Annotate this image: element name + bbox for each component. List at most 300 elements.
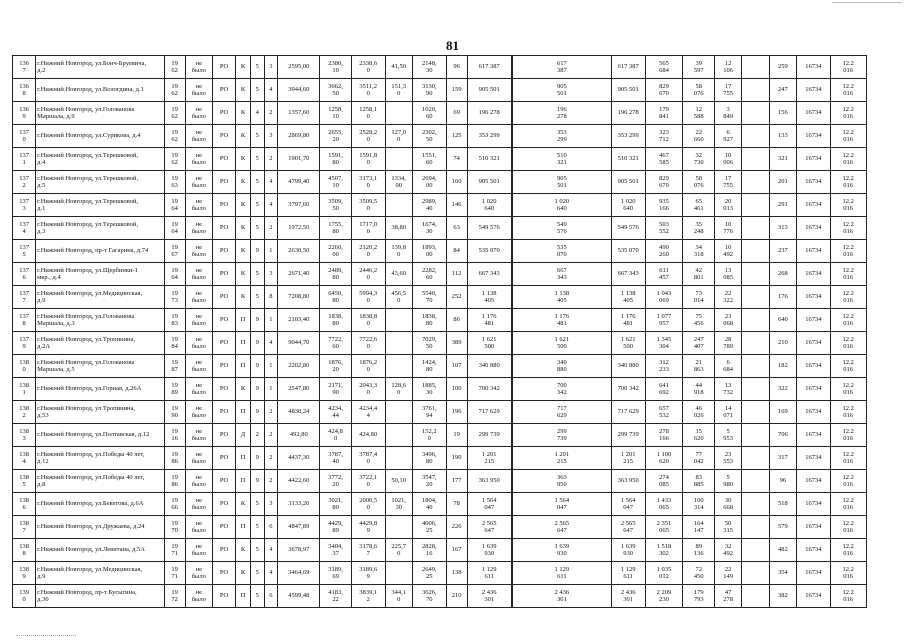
material-cell: К	[236, 171, 251, 194]
cost-cell: 1 138 405	[467, 286, 511, 309]
cost-6-cell	[742, 171, 769, 194]
entrances-cell: 3	[264, 56, 278, 79]
fund-cell: РО	[212, 102, 235, 125]
limit-cell: 16734	[797, 562, 831, 585]
cost-5-cell: 28 789	[714, 332, 741, 355]
address-cell: г.Нижний Новгород, ул.Горная, д.26А	[36, 378, 164, 401]
flag-cell: не было	[185, 102, 212, 125]
year-cell: 19 64	[164, 263, 185, 286]
cost-2-cell: 717 629	[611, 401, 645, 424]
residents-cell: 100	[446, 378, 467, 401]
cost-6-cell	[742, 286, 769, 309]
cost-6-cell	[742, 493, 769, 516]
residents-cell: 190	[446, 447, 467, 470]
year-cell: 19 62	[164, 56, 185, 79]
cost-cell: 353 299	[467, 125, 511, 148]
cost-3-cell: 490 260	[645, 240, 683, 263]
address-cell: г.Нижний Новгород, ул.Тропинина, д.2А	[36, 332, 164, 355]
total-area-cell: 492,80	[278, 424, 320, 447]
year-cell: 19 87	[164, 355, 185, 378]
cost-3-cell: 1 433 065	[645, 493, 683, 516]
year-cell: 19 67	[164, 240, 185, 263]
cost-6-cell	[742, 424, 769, 447]
cost-1-cell: 1 201 215	[512, 447, 611, 470]
area-a-cell: 3662, 50	[320, 79, 352, 102]
cost-6-cell	[742, 309, 769, 332]
limit-cell: 16734	[797, 171, 831, 194]
area-a-cell: 1876, 20	[320, 355, 352, 378]
year-cell: 19 62	[164, 125, 185, 148]
address-cell: г.Нижний Новгород, ул.Полтавская, д.12	[36, 424, 164, 447]
floors-cell: 5	[250, 585, 264, 608]
material-cell: П	[236, 447, 251, 470]
material-cell: П	[236, 332, 251, 355]
total-area-cell: 4599,48	[278, 585, 320, 608]
area-c-cell: 128,6 0	[385, 378, 412, 401]
cost-5-cell: 13 732	[714, 378, 741, 401]
deadline-cell: 12.2 016	[830, 171, 866, 194]
material-cell: К	[236, 79, 251, 102]
cost-5-cell: 10 006	[714, 148, 741, 171]
cost-3-cell: 278 166	[645, 424, 683, 447]
floors-cell: 5	[250, 539, 264, 562]
deadline-cell: 12.2 016	[830, 79, 866, 102]
total-area-cell: 4422,60	[278, 470, 320, 493]
address-cell: г.Нижний Новгород, ул.Сурикова, д.4	[36, 125, 164, 148]
unit-cost-cell: 313	[769, 217, 796, 240]
area-a-cell: 3772, 20	[320, 470, 352, 493]
area-d-cell: 2694, 00	[412, 171, 446, 194]
entrances-cell: 4	[264, 194, 278, 217]
cost-cell: 549 576	[467, 217, 511, 240]
floors-cell: 9	[250, 240, 264, 263]
cost-cell: 2 565 647	[467, 516, 511, 539]
cost-4-cell: 44 918	[683, 378, 715, 401]
cost-1-cell: 535 070	[512, 240, 611, 263]
fund-cell: РО	[212, 286, 235, 309]
area-c-cell: 127,0 0	[385, 125, 412, 148]
cost-2-cell: 617 387	[611, 56, 645, 79]
limit-cell: 16734	[797, 401, 831, 424]
residents-cell: 125	[446, 125, 467, 148]
address-cell: г.Нижний Новгород, ул.Терешковой, д.3	[36, 217, 164, 240]
row-number: 137 5	[13, 240, 36, 263]
year-cell: 19 62	[164, 102, 185, 125]
floors-cell: 9	[250, 470, 264, 493]
cost-1-cell: 549 576	[512, 217, 611, 240]
cost-1-cell: 700 342	[512, 378, 611, 401]
entrances-cell: 2	[264, 470, 278, 493]
table-row	[13, 516, 892, 539]
cost-6-cell	[742, 447, 769, 470]
year-cell: 19 16	[164, 424, 185, 447]
residents-cell: 74	[446, 148, 467, 171]
floors-cell: 5	[250, 562, 264, 585]
cost-3-cell: 829 670	[645, 171, 683, 194]
cost-2-cell: 340 880	[611, 355, 645, 378]
limit-cell: 16734	[797, 263, 831, 286]
cost-1-cell: 617 387	[512, 56, 611, 79]
fund-cell: РО	[212, 171, 235, 194]
fund-cell: РО	[212, 56, 235, 79]
cost-5-cell: 12 106	[714, 56, 741, 79]
limit-cell: 16734	[797, 194, 831, 217]
year-cell: 19 70	[164, 516, 185, 539]
address-cell: г.Нижний Новгород, ул.Терешковой, д.1	[36, 194, 164, 217]
material-cell: Д	[236, 424, 251, 447]
deadline-cell: 12.2 016	[830, 424, 866, 447]
cost-2-cell: 353 299	[611, 125, 645, 148]
entrances-cell: 4	[264, 171, 278, 194]
area-c-cell: 1021, 30	[385, 493, 412, 516]
cost-2-cell: 1 564 047	[611, 493, 645, 516]
total-area-cell: 1901,70	[278, 148, 320, 171]
area-c-cell: 151,3 0	[385, 79, 412, 102]
area-c-cell: 456,5 0	[385, 286, 412, 309]
unit-cost-cell: 133	[769, 125, 796, 148]
cost-2-cell: 1 201 215	[611, 447, 645, 470]
floors-cell: 5	[250, 56, 264, 79]
fund-cell: РО	[212, 539, 235, 562]
cost-cell: 905 501	[467, 171, 511, 194]
residents-cell: 210	[446, 585, 467, 608]
floors-cell: 5	[250, 148, 264, 171]
row-number: 138 5	[13, 470, 36, 493]
area-a-cell: 4234, 44	[320, 401, 352, 424]
table-row	[13, 102, 892, 125]
year-cell: 19 86	[164, 470, 185, 493]
housing-register-table	[12, 55, 892, 608]
cost-4-cell: 12 588	[683, 102, 715, 125]
limit-cell: 16734	[797, 355, 831, 378]
unit-cost-cell: 382	[769, 585, 796, 608]
cost-4-cell: 164 147	[683, 516, 715, 539]
fund-cell: РО	[212, 401, 235, 424]
area-a-cell: 2489, 80	[320, 263, 352, 286]
limit-cell: 16734	[797, 470, 831, 493]
address-cell: г.Нижний Новгород, ул.Дружаева, д.24	[36, 516, 164, 539]
cost-4-cell: 35 248	[683, 217, 715, 240]
floors-cell: 5	[250, 125, 264, 148]
area-b-cell: 1876,2 0	[351, 355, 385, 378]
area-a-cell: 3787, 40	[320, 447, 352, 470]
cost-5-cell: 13 085	[714, 263, 741, 286]
flag-cell: не было	[185, 332, 212, 355]
cost-2-cell: 2 565 647	[611, 516, 645, 539]
area-a-cell: 3189, 69	[320, 562, 352, 585]
entrances-cell: 4	[264, 79, 278, 102]
year-cell: 19 71	[164, 562, 185, 585]
area-b-cell: 1717,0 0	[351, 217, 385, 240]
cost-5-cell: 20 013	[714, 194, 741, 217]
unit-cost-cell: 354	[769, 562, 796, 585]
cost-1-cell: 905 501	[512, 171, 611, 194]
cost-3-cell: 565 684	[645, 56, 683, 79]
table-row	[13, 585, 892, 608]
area-d-cell: 2282, 60	[412, 263, 446, 286]
unit-cost-cell: 247	[769, 79, 796, 102]
fund-cell: РО	[212, 447, 235, 470]
area-b-cell: 2000,5 0	[351, 493, 385, 516]
cost-5-cell: 6 927	[714, 125, 741, 148]
row-number: 137 9	[13, 332, 36, 355]
cost-cell: 1 176 481	[467, 309, 511, 332]
year-cell: 19 64	[164, 194, 185, 217]
fund-cell: РО	[212, 148, 235, 171]
cost-5-cell: 5 980	[714, 470, 741, 493]
limit-cell: 16734	[797, 493, 831, 516]
cost-4-cell: 179 793	[683, 585, 715, 608]
year-cell: 19 84	[164, 332, 185, 355]
flag-cell: не было	[185, 585, 212, 608]
entrances-cell: 4	[264, 332, 278, 355]
cost-5-cell: 3 849	[714, 102, 741, 125]
area-a-cell: 4183, 22	[320, 585, 352, 608]
fund-cell: РО	[212, 585, 235, 608]
cost-2-cell: 700 342	[611, 378, 645, 401]
flag-cell: не было	[185, 240, 212, 263]
area-b-cell: 4429,8 9	[351, 516, 385, 539]
cost-4-cell: 46 026	[683, 401, 715, 424]
cost-4-cell: 42 801	[683, 263, 715, 286]
cost-5-cell: 6 684	[714, 355, 741, 378]
cost-5-cell: 22 322	[714, 286, 741, 309]
material-cell: К	[236, 125, 251, 148]
material-cell: К	[236, 194, 251, 217]
cost-4-cell: 100 314	[683, 493, 715, 516]
cost-cell: 667 343	[467, 263, 511, 286]
residents-cell: 196	[446, 401, 467, 424]
material-cell: К	[236, 56, 251, 79]
address-cell: г.Нижний Новгород, ул.Бекетова, д.6А	[36, 493, 164, 516]
limit-cell: 16734	[797, 309, 831, 332]
entrances-cell: 2	[264, 217, 278, 240]
area-d-cell: 3547, 20	[412, 470, 446, 493]
residents-cell: 69	[446, 102, 467, 125]
cost-5-cell: 50 315	[714, 516, 741, 539]
year-cell: 19 66	[164, 493, 185, 516]
cost-1-cell: 1 564 047	[512, 493, 611, 516]
table-row	[13, 378, 892, 401]
limit-cell: 16734	[797, 424, 831, 447]
year-cell: 19 83	[164, 309, 185, 332]
cost-5-cell: 10 776	[714, 217, 741, 240]
floors-cell: 5	[250, 79, 264, 102]
cost-2-cell: 1 639 930	[611, 539, 645, 562]
entrances-cell: 3	[264, 493, 278, 516]
floors-cell: 4	[250, 102, 264, 125]
row-number: 138 2	[13, 401, 36, 424]
deadline-cell: 12.2 016	[830, 332, 866, 355]
cost-1-cell: 1 621 500	[512, 332, 611, 355]
year-cell: 19 62	[164, 79, 185, 102]
area-a-cell: 1755, 80	[320, 217, 352, 240]
total-area-cell: 3944,60	[278, 79, 320, 102]
deadline-cell: 12.2 016	[830, 148, 866, 171]
entrances-cell: 1	[264, 240, 278, 263]
residents-cell: 107	[446, 355, 467, 378]
cost-cell: 1 564 047	[467, 493, 511, 516]
cost-3-cell: 1 077 957	[645, 309, 683, 332]
entrances-cell: 3	[264, 263, 278, 286]
fund-cell: РО	[212, 194, 235, 217]
deadline-cell: 12.2 016	[830, 240, 866, 263]
row-number: 138 1	[13, 378, 36, 401]
cost-6-cell	[742, 240, 769, 263]
area-a-cell: 4507, 10	[320, 171, 352, 194]
floors-cell: 5	[250, 516, 264, 539]
area-d-cell: 2828, 16	[412, 539, 446, 562]
flag-cell: не было	[185, 125, 212, 148]
cost-cell: 535 070	[467, 240, 511, 263]
deadline-cell: 12.2 016	[830, 263, 866, 286]
flag-cell: не было	[185, 470, 212, 493]
address-cell: г.Нижний Новгород, ул.Терешковой, д.4	[36, 148, 164, 171]
area-b-cell: 1591,8 0	[351, 148, 385, 171]
fund-cell: РО	[212, 493, 235, 516]
material-cell: К	[236, 493, 251, 516]
area-a-cell: 6450, 80	[320, 286, 352, 309]
deadline-cell: 12.2 016	[830, 286, 866, 309]
fund-cell: РО	[212, 309, 235, 332]
residents-cell: 389	[446, 332, 467, 355]
table-row	[13, 493, 892, 516]
row-number: 136 8	[13, 79, 36, 102]
row-number: 138 8	[13, 539, 36, 562]
deadline-cell: 12.2 016	[830, 539, 866, 562]
cost-2-cell: 667 343	[611, 263, 645, 286]
cost-2-cell: 299 739	[611, 424, 645, 447]
row-number: 137 1	[13, 148, 36, 171]
table-row	[13, 56, 892, 79]
cost-6-cell	[742, 125, 769, 148]
unit-cost-cell: 706	[769, 424, 796, 447]
flag-cell: не было	[185, 516, 212, 539]
cost-5-cell: 30 668	[714, 493, 741, 516]
flag-cell: не было	[185, 309, 212, 332]
cost-cell: 1 129 611	[467, 562, 511, 585]
area-c-cell: 139,8 0	[385, 240, 412, 263]
material-cell: К	[236, 286, 251, 309]
deadline-cell: 12.2 016	[830, 194, 866, 217]
area-b-cell: 3839,1 2	[351, 585, 385, 608]
deadline-cell: 12.2 016	[830, 378, 866, 401]
entrances-cell: 2	[264, 148, 278, 171]
cost-cell: 299 739	[467, 424, 511, 447]
limit-cell: 16734	[797, 447, 831, 470]
area-c-cell: 41,50	[385, 56, 412, 79]
table-row	[13, 355, 892, 378]
address-cell: г.Нижний Новгород, ул.Медицинская, д.9	[36, 562, 164, 585]
residents-cell: 159	[446, 79, 467, 102]
cost-cell: 1 020 640	[467, 194, 511, 217]
year-cell: 19 72	[164, 585, 185, 608]
residents-cell: 78	[446, 493, 467, 516]
cost-3-cell: 1 100 620	[645, 447, 683, 470]
cost-3-cell: 274 085	[645, 470, 683, 493]
row-number: 138 4	[13, 447, 36, 470]
unit-cost-cell: 210	[769, 332, 796, 355]
address-cell: г.Нижний Новгород, ул.Победы 40 лет, д.8	[36, 470, 164, 493]
area-a-cell: 4429, 89	[320, 516, 352, 539]
cost-1-cell: 905 501	[512, 79, 611, 102]
year-cell: 19 89	[164, 378, 185, 401]
cost-6-cell	[742, 585, 769, 608]
floors-cell: 9	[250, 355, 264, 378]
table-row	[13, 309, 892, 332]
area-b-cell: 7722,6 0	[351, 332, 385, 355]
row-number: 138 7	[13, 516, 36, 539]
material-cell: К	[236, 539, 251, 562]
residents-cell: 84	[446, 240, 467, 263]
fund-cell: РО	[212, 470, 235, 493]
deadline-cell: 12.2 016	[830, 102, 866, 125]
material-cell: К	[236, 378, 251, 401]
unit-cost-cell: 482	[769, 539, 796, 562]
cost-3-cell: 1 035 012	[645, 562, 683, 585]
total-area-cell: 3797,60	[278, 194, 320, 217]
flag-cell: не было	[185, 148, 212, 171]
row-number: 137 0	[13, 125, 36, 148]
flag-cell: не было	[185, 424, 212, 447]
cost-6-cell	[742, 79, 769, 102]
area-c-cell	[385, 148, 412, 171]
table-row	[13, 401, 892, 424]
cost-4-cell: 58 076	[683, 171, 715, 194]
row-number: 137 3	[13, 194, 36, 217]
cost-cell: 2 436 301	[467, 585, 511, 608]
address-cell: г.Нижний Новгород, ул.Медицинская, д.9	[36, 286, 164, 309]
cost-2-cell: 510 321	[611, 148, 645, 171]
table-row	[13, 447, 892, 470]
cost-cell: 1 621 500	[467, 332, 511, 355]
entrances-cell: 6	[264, 516, 278, 539]
entrances-cell: 3	[264, 125, 278, 148]
material-cell: К	[236, 240, 251, 263]
material-cell: К	[236, 148, 251, 171]
area-d-cell: 5540, 70	[412, 286, 446, 309]
unit-cost-cell: 176	[769, 286, 796, 309]
row-number: 138 3	[13, 424, 36, 447]
cost-3-cell: 467 585	[645, 148, 683, 171]
residents-cell: 177	[446, 470, 467, 493]
area-d-cell: 3130, 90	[412, 79, 446, 102]
cost-4-cell: 32 730	[683, 148, 715, 171]
cost-4-cell: 73 014	[683, 286, 715, 309]
deadline-cell: 12.2 016	[830, 217, 866, 240]
address-cell: г.Нижний Новгород, ул.Терешковой, д.5	[36, 171, 164, 194]
residents-cell: 252	[446, 286, 467, 309]
cost-4-cell: 247 407	[683, 332, 715, 355]
row-number: 138 6	[13, 493, 36, 516]
cost-2-cell: 196 278	[611, 102, 645, 125]
year-cell: 19 71	[164, 539, 185, 562]
table-row	[13, 424, 892, 447]
cost-1-cell: 2 436 301	[512, 585, 611, 608]
deadline-cell: 12.2 016	[830, 493, 866, 516]
unit-cost-cell: 237	[769, 240, 796, 263]
year-cell: 19 64	[164, 217, 185, 240]
cost-4-cell: 39 597	[683, 56, 715, 79]
flag-cell: не было	[185, 171, 212, 194]
table-row	[13, 171, 892, 194]
area-c-cell	[385, 332, 412, 355]
cost-1-cell: 340 880	[512, 355, 611, 378]
area-a-cell: 1258, 10	[320, 102, 352, 125]
cost-5-cell: 10 492	[714, 240, 741, 263]
unit-cost-cell: 579	[769, 516, 796, 539]
floors-cell: 9	[250, 378, 264, 401]
